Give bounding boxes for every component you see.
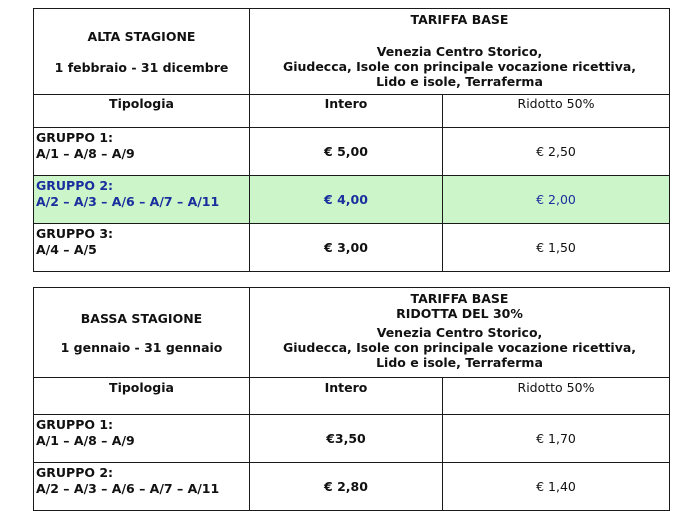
group-cell	[34, 415, 250, 463]
group-categories: A/1 – A/8 – A/9	[36, 146, 135, 161]
reduced-price: € 1,70	[443, 415, 670, 463]
high-season-tariff-cell	[250, 9, 670, 95]
group-label: GRUPPO 2:	[36, 178, 114, 193]
table-row-highlighted	[34, 176, 670, 224]
group-categories: A/1 – A/8 – A/9	[36, 433, 135, 448]
high-season-tariff-title: TARIFFA BASE	[410, 12, 509, 27]
high-season-title: ALTA STAGIONE	[87, 28, 196, 44]
col-full-header: Intero	[250, 378, 443, 415]
low-season-title-cell	[34, 288, 250, 378]
high-season-title-cell	[34, 9, 250, 95]
high-season-area-line: Venezia Centro Storico,	[376, 44, 543, 59]
reduced-price: € 2,00	[443, 176, 670, 224]
table-row	[34, 224, 670, 272]
high-season-header-row	[34, 9, 670, 95]
low-season-tariff-title: TARIFFA BASE	[410, 291, 509, 306]
low-season-period: 1 gennaio - 31 gennaio	[60, 339, 223, 355]
group-label: GRUPPO 2:	[36, 465, 114, 480]
col-type-header: Tipologia	[34, 95, 250, 128]
low-season-header-row	[34, 288, 670, 378]
high-season-area-line: Lido e isole, Terraferma	[376, 74, 543, 89]
high-season-area-line: Giudecca, Isole con principale vocazione ricettiva,	[282, 59, 637, 74]
high-season-period: 1 febbraio - 31 dicembre	[54, 59, 229, 75]
low-season-area-line: Giudecca, Isole con principale vocazione ricettiva,	[282, 340, 637, 355]
col-reduced-header: Ridotto 50%	[443, 95, 670, 128]
table-row	[34, 128, 670, 176]
group-categories: A/2 – A/3 – A/6 – A/7 – A/11	[36, 194, 220, 209]
group-categories: A/2 – A/3 – A/6 – A/7 – A/11	[36, 481, 220, 496]
group-cell	[34, 128, 250, 176]
low-season-area-line: Lido e isole, Terraferma	[376, 355, 543, 370]
reduced-price: € 1,50	[443, 224, 670, 272]
group-label: GRUPPO 3:	[36, 226, 114, 241]
col-type-header: Tipologia	[34, 378, 250, 415]
full-price: € 4,00	[250, 176, 443, 224]
group-cell	[34, 224, 250, 272]
low-season-column-header-row	[34, 378, 670, 415]
group-label: GRUPPO 1:	[36, 417, 114, 432]
group-cell	[34, 463, 250, 511]
table-row	[34, 415, 670, 463]
high-season-column-header-row	[34, 95, 670, 128]
full-price: € 2,80	[250, 463, 443, 511]
group-label: GRUPPO 1:	[36, 130, 114, 145]
low-season-title: BASSA STAGIONE	[80, 310, 203, 326]
col-full-header: Intero	[250, 95, 443, 128]
low-season-tariff-subtitle: RIDOTTA DEL 30%	[396, 306, 523, 321]
full-price: € 3,00	[250, 224, 443, 272]
high-season-table	[33, 8, 670, 272]
reduced-price: € 1,40	[443, 463, 670, 511]
table-row	[34, 463, 670, 511]
col-reduced-header: Ridotto 50%	[443, 378, 670, 415]
low-season-area-line: Venezia Centro Storico,	[376, 325, 543, 340]
full-price: € 5,00	[250, 128, 443, 176]
group-categories: A/4 – A/5	[36, 242, 97, 257]
group-cell	[34, 176, 250, 224]
reduced-price: € 2,50	[443, 128, 670, 176]
low-season-tariff-cell	[250, 288, 670, 378]
full-price: €3,50	[250, 415, 443, 463]
low-season-table	[33, 287, 670, 511]
